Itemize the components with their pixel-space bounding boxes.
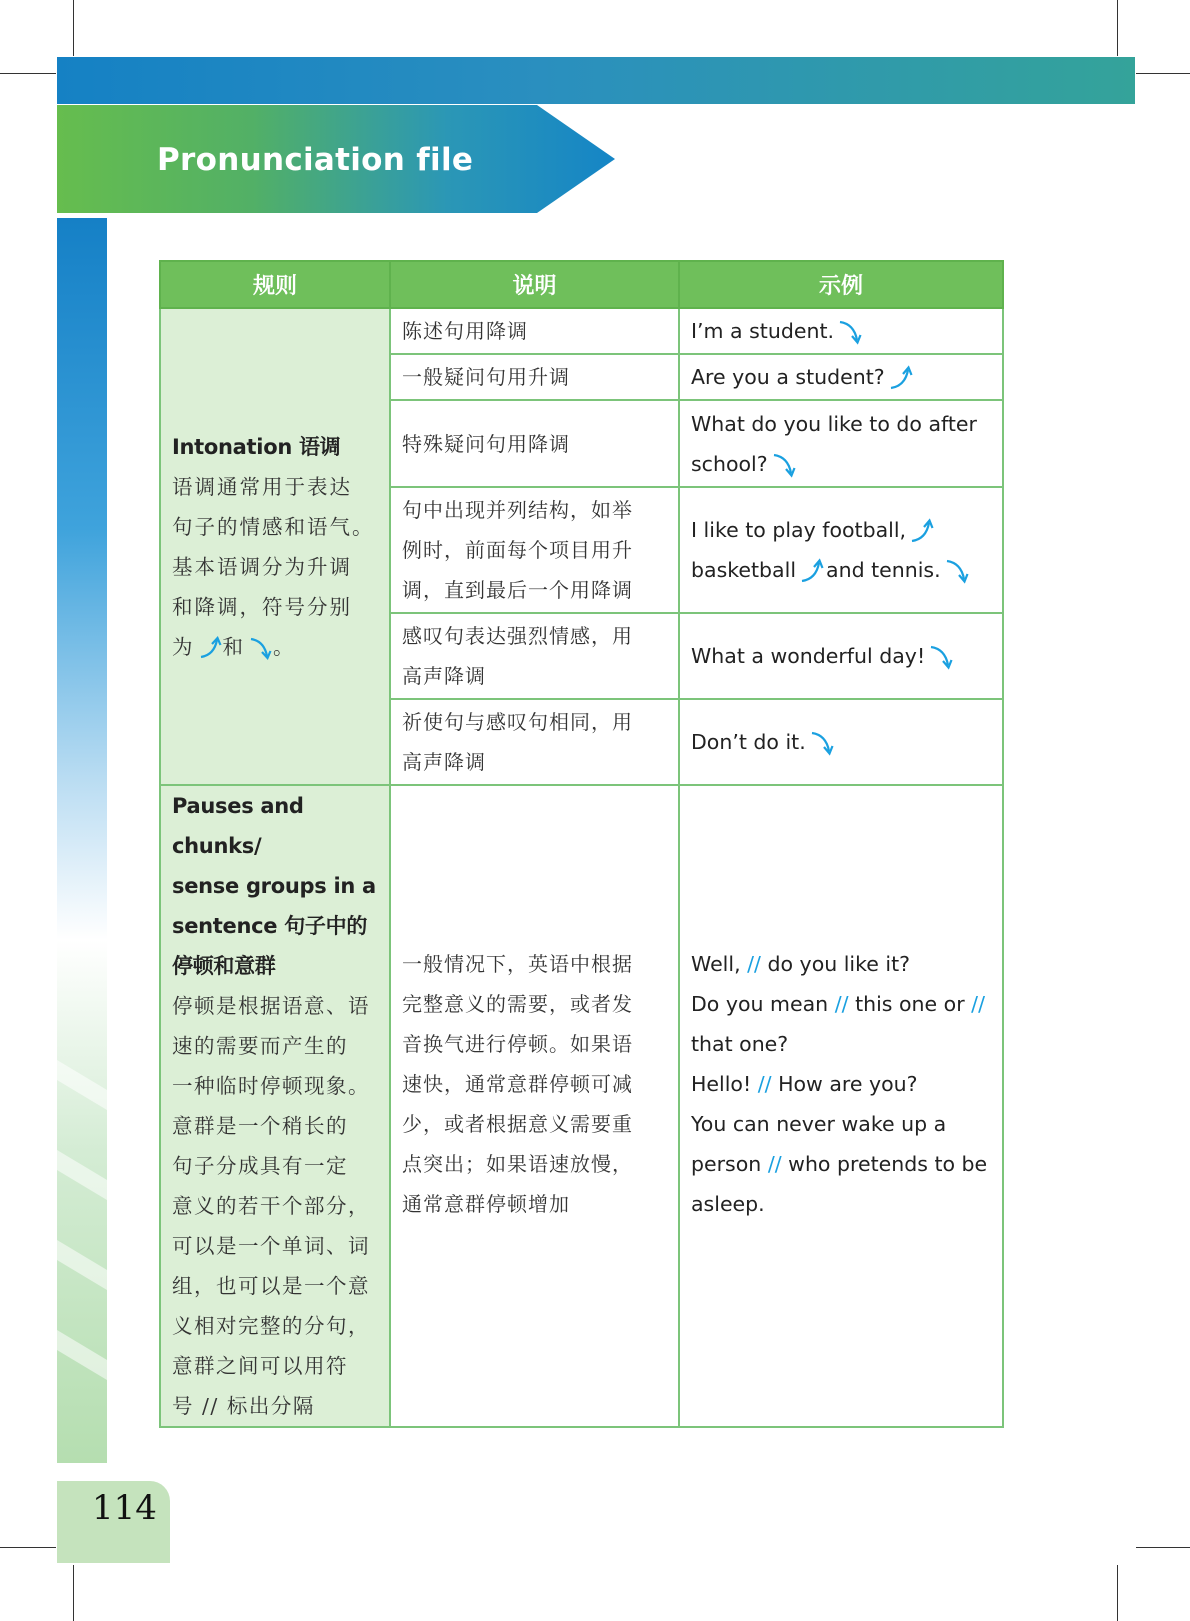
rule-explanation: 祈使句与感叹句相同，用 高声降调 [390,699,679,785]
pause-mark: // [747,952,761,976]
crop-mark [73,0,74,56]
pause-mark: // [834,992,849,1016]
example: What a wonderful day! [679,613,1003,699]
falling-arrow-icon [249,635,273,661]
example: What do you like to do after school? [679,400,1003,487]
pause-mark: // [757,1072,772,1096]
crop-mark [73,1565,74,1621]
page-number: 114 [92,1488,157,1528]
rule-explanation: 陈述句用降调 [390,308,679,354]
column-header-explanation: 说明 [390,261,679,308]
rule-explanation: 特殊疑问句用降调 [390,400,679,487]
rule-explanation: 感叹句表达强烈情感，用 高声降调 [390,613,679,699]
rising-arrow-icon [889,364,915,392]
pronunciation-table [159,260,1004,1428]
rising-arrow-icon [910,517,936,545]
crop-mark [0,1547,56,1548]
rule-title: Intonation 语调 [172,433,341,459]
rule-explanation: 一般疑问句用升调 [390,354,679,400]
falling-arrow-icon [838,318,864,346]
crop-mark [0,73,56,74]
rising-arrow-icon [800,557,826,585]
table-row [160,785,1003,1427]
crop-mark [1136,73,1190,74]
rule-title: Pauses and chunks/ sense groups in a sentence 句子中的 停顿和意群 [172,794,376,978]
falling-arrow-icon [945,557,971,585]
example: Well, // do you like it? Do you mean // this one or // that one? Hello! // How are you? You can never wake up a person // who pretends to be asleep. [679,785,1003,1427]
column-header-rule: 规则 [160,261,390,308]
column-header-example: 示例 [679,261,1003,308]
table-header-row [160,261,1003,308]
example: I’m a student. [679,308,1003,354]
section-title: Pronunciation file [157,142,474,178]
rising-arrow-icon [199,635,223,661]
falling-arrow-icon [929,643,955,671]
crop-mark [1117,0,1118,56]
pause-mark: // [767,1152,782,1176]
example: Are you a student? [679,354,1003,400]
rule-explanation: 句中出现并列结构，如举 例时，前面每个项目用升 调，直到最后一个用降调 [390,487,679,613]
table-row [160,308,1003,354]
rule-description: 语调通常用于表达 句子的情感和语气。 基本语调分为升调 和降调，符号分别 为 和 。 [172,467,378,667]
rule-explanation: 一般情况下，英语中根据 完整意义的需要，或者发 音换气进行停顿。如果语 速快，通常意群停顿可减 少，或者根据意义需要重 点突出；如果语速放慢， 通常意群停顿增加 [390,785,679,1427]
rule-pauses [160,785,390,1427]
falling-arrow-icon [772,451,798,479]
header-bar [57,57,1135,104]
example: Don’t do it. [679,699,1003,785]
rule-intonation [160,308,390,785]
side-strip-pattern [57,1040,107,1460]
pause-mark: // [971,992,985,1016]
falling-arrow-icon [810,729,836,757]
rule-description: 停顿是根据语意、语 速的需要而产生的 一种临时停顿现象。 意群是一个稍长的 句子分成具有一定 意义的若干个部分， 可以是一个单词、词 组，也可以是一个意 义相对完整的分句， 意群之间可以用符 号 // 标出分隔 [172,994,370,1418]
crop-mark [1117,1565,1118,1621]
example: I like to play football, basketball and tennis. [679,487,1003,613]
crop-mark [1136,1547,1190,1548]
